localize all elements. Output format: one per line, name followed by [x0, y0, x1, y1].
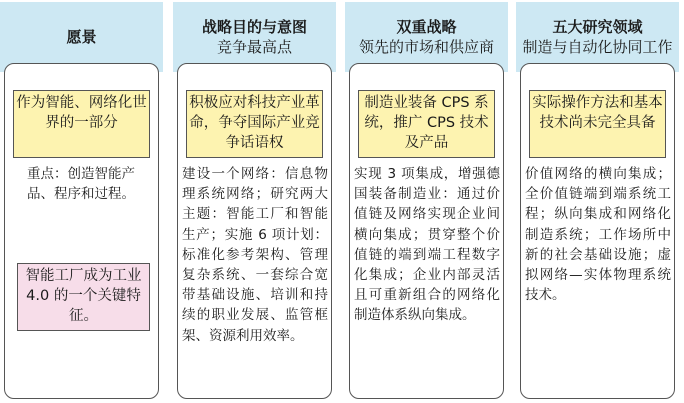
column-title: 战略目的与意图	[201, 18, 307, 36]
column-header	[516, 2, 679, 72]
column-title: 双重战略	[396, 18, 457, 36]
callout-box: 作为智能、网络化世界的一部分	[13, 90, 150, 158]
callout-box: 制造业装备 CPS 系统，推广 CPS 技术及产品	[358, 90, 495, 158]
column-subtitle: 领先的市场和供应商	[358, 38, 494, 56]
column-research-areas	[516, 0, 679, 403]
column-body: 重点：创造智能产品、程序和过程。	[27, 166, 135, 203]
column-title: 愿景	[66, 28, 97, 46]
column-header	[345, 2, 508, 72]
column-title: 五大研究领域	[552, 18, 643, 36]
column-body: 价值网络的横向集成；全价值链端到端系统工程；纵向集成和网络化制造系统；工作场所中新的社会基础设施；虚拟网络—实体物理系统技术。	[525, 166, 671, 304]
column-vision	[0, 0, 163, 403]
column-header	[173, 2, 336, 72]
column-subtitle: 竞争最高点	[216, 38, 292, 56]
callout-box: 积极应对科技产业革命，争夺国际产业竞争话语权	[186, 90, 323, 158]
highlight-callout: 智能工厂成为工业 4.0 的一个关键特征。	[17, 263, 150, 331]
callout-box: 实际操作方法和基本技术尚未完全具备	[529, 90, 666, 158]
column-dual-strategy	[345, 0, 508, 403]
column-subtitle: 制造与自动化协同工作	[522, 38, 673, 56]
column-body: 建设一个网络：信息物理系统网络；研究两大主题：智能工厂和智能生产；实施 6 项计划：标准化参考架构、管理复杂系统、一套综合宽带基础设施、培训和持续的职业发展、监管框架、资源利用效率。	[182, 166, 328, 344]
column-strategic-goal	[173, 0, 336, 403]
column-header	[0, 2, 163, 72]
column-body: 实现 3 项集成，增强德国装备制造业：通过价值链及网络实现企业间横向集成；贯穿整个价值链的端到端工程数字化集成；企业内部灵活且可重新组合的网络化制造体系纵向集成。	[354, 166, 500, 324]
